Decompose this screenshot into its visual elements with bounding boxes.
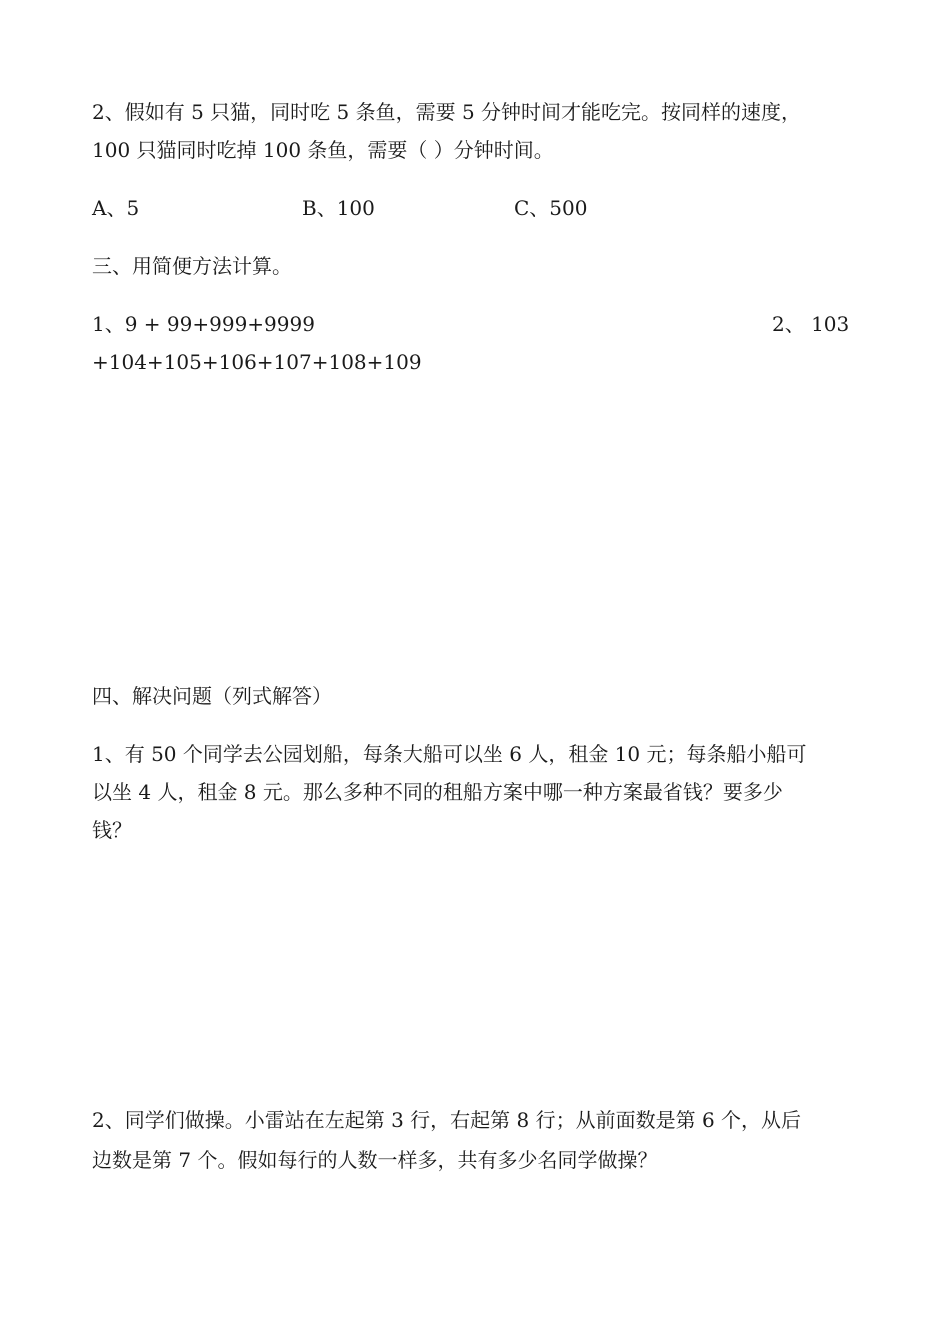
calc-item-2-head: 2、 103: [772, 312, 850, 336]
question-2-line-2: 100 只猫同时吃掉 100 条鱼，需要（ ）分钟时间。: [92, 138, 554, 162]
question-2-line-1: 2、假如有 5 只猫，同时吃 5 条鱼，需要 5 分钟时间才能吃完。按同样的速度，: [92, 100, 802, 124]
section-3-heading: 三、用简便方法计算。: [92, 254, 292, 278]
calc-item-2-tail: +104+105+106+107+108+109: [92, 350, 422, 374]
problem-1-line-3: 钱？: [92, 818, 132, 842]
problem-1-line-2: 以坐 4 人，租金 8 元。那么多种不同的租船方案中哪一种方案最省钱？要多少: [92, 780, 783, 804]
problem-2-line-2: 边数是第 7 个。假如每行的人数一样多，共有多少名同学做操？: [92, 1148, 658, 1172]
calc-item-1: 1、9 + 99+999+9999: [92, 312, 315, 336]
option-b: B、100: [302, 196, 375, 220]
problem-2-line-1: 2、同学们做操。小雷站在左起第 3 行，右起第 8 行；从前面数是第 6 个，从后: [92, 1108, 802, 1132]
section-4-heading: 四、解决问题（列式解答）: [92, 684, 332, 708]
option-a: A、5: [92, 196, 140, 220]
option-c: C、500: [514, 196, 588, 220]
problem-1-line-1: 1、有 50 个同学去公园划船，每条大船可以坐 6 人，租金 10 元；每条船小船可: [92, 742, 807, 766]
